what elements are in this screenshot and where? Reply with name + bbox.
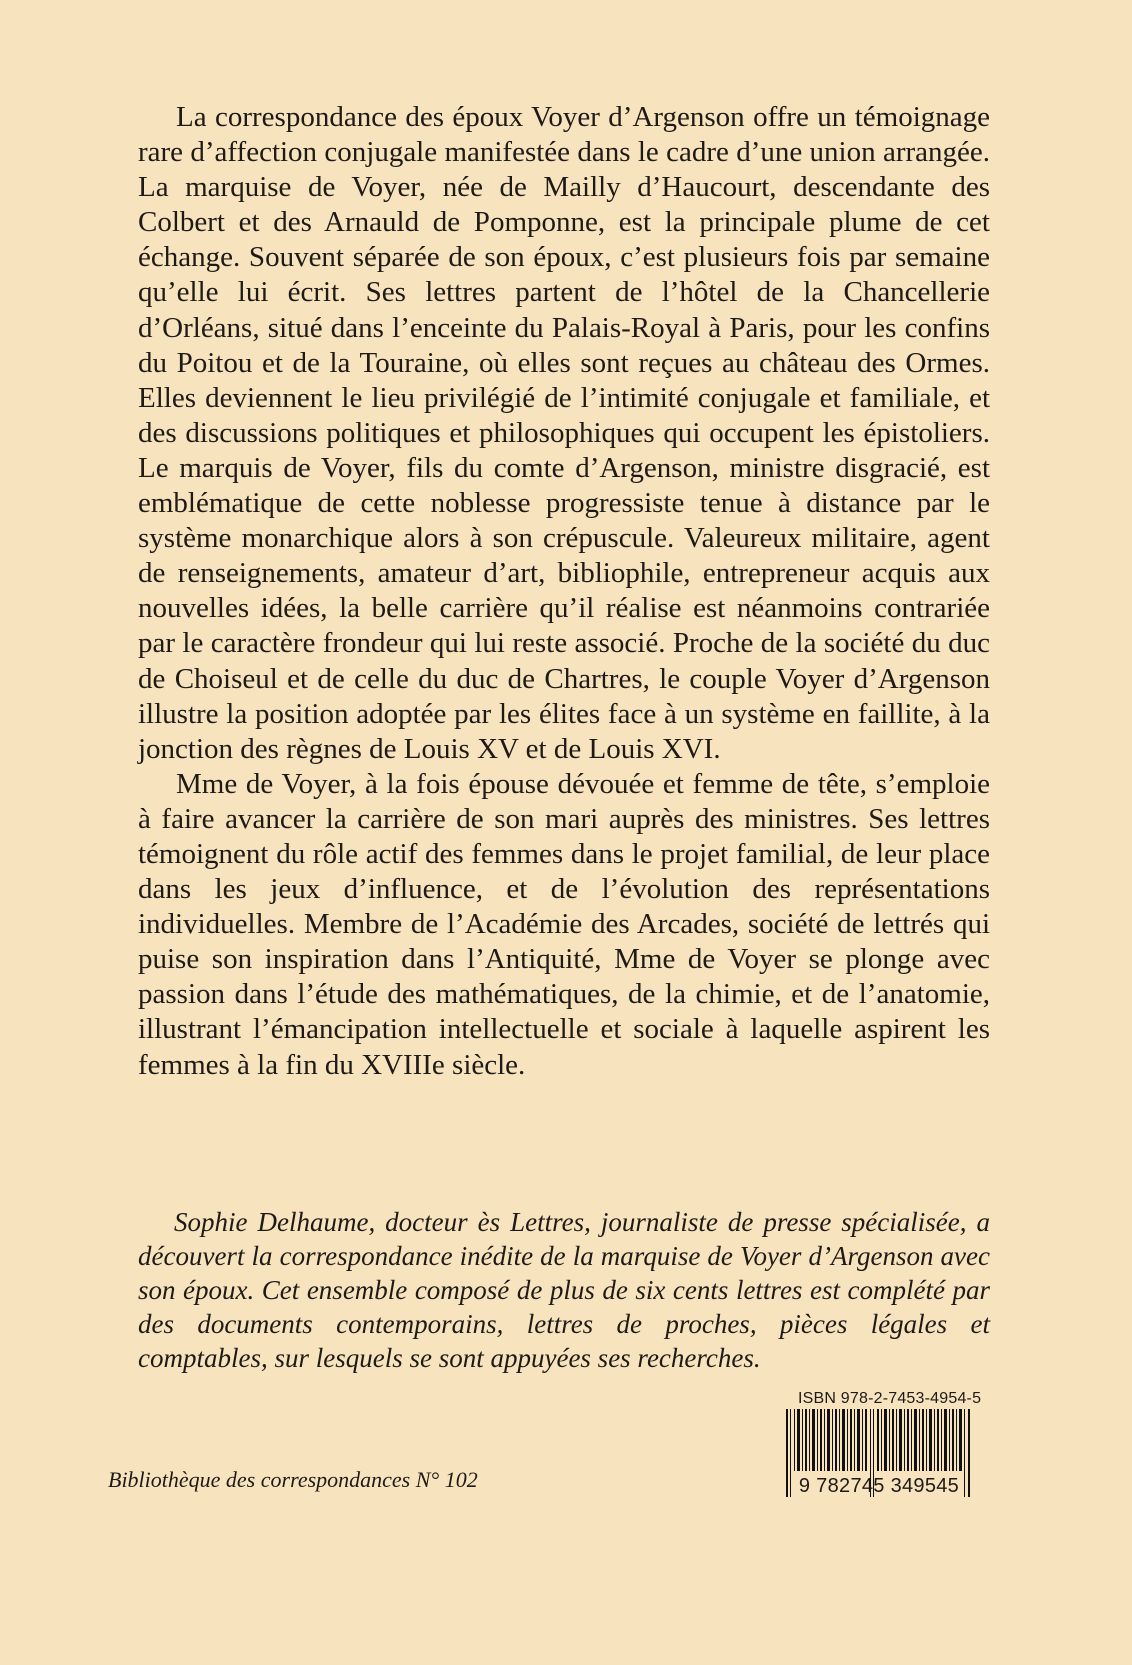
isbn-label: ISBN 978-2-7453-4954-5: [798, 1390, 982, 1407]
isbn-barcode: [778, 1409, 980, 1497]
summary-paragraph-1: La correspondance des époux Voyer d’Argenson offre un témoignage rare d’affection conjugale manifestée dans le cadre d’une union arrangée. La marquise de Voyer, née de Mailly d’Haucourt, descendante des Colbert et des Arnauld de Pomponne, est la principale plume de cet échange. Souvent séparée de son époux, c’est plusieurs fois par semaine qu’elle lui écrit. Ses lettres partent de l’hôtel de la Chancellerie d’Orléans, situé dans l’enceinte du Palais-Royal à Paris, pour les confins du Poitou et de la Touraine, où elles sont reçues au château des Ormes. Elles deviennent le lieu privilégié de l’intimité conjugale et familiale, et des discussions politiques et philosophiques qui occupent les épistoliers. Le marquis de Voyer, fils du comte d’Argenson, ministre disgracié, est emblématique de cette noblesse progressiste tenue à distance par le système monarchique alors à son crépuscule. Valeureux militaire, agent de renseignements, amateur d’art, bibliophile, entrepreneur acquis aux nouvelles idées, la belle carrière qu’il réalise est néanmoins contrariée par le caractère frondeur qui lui reste associé. Proche de la société du duc de Choiseul et de celle du duc de Chartres, le couple Voyer d’Argenson illustre la position adoptée par les élites face à un système en faillite, à la jonction des règnes de Louis XV et de Louis XVI.: [138, 101, 990, 765]
series-line: Bibliothèque des correspondances N° 102: [108, 1467, 478, 1492]
author-bio: [138, 1205, 990, 1375]
summary-paragraph-2: Mme de Voyer, à la fois épouse dévouée et femme de tête, s’emploie à faire avancer la carrière de son mari auprès des ministres. Ses lettres témoignent du rôle actif des femmes dans le projet familial, de leur place dans les jeux d’influence, et de l’évolution des représentations individuelles. Membre de l’Académie des Arcades, société de lettrés qui puise son inspiration dans l’Antiquité, Mme de Voyer se plonge avec passion dans l’étude des mathématiques, de la chimie, et de l’anatomie, illustrant l’émancipation intellectuelle et sociale à laquelle aspirent les femmes à la fin du XVIIIe siècle.: [138, 767, 990, 1081]
back-cover-summary: [138, 100, 990, 1083]
barcode-digits: 9 782745 349545: [798, 1475, 960, 1497]
author-bio-text: Sophie Delhaume, docteur ès Lettres, journaliste de presse spécialisée, a découvert la correspondance inédite de la marquise de Voyer d’Argenson avec son époux. Cet ensemble composé de plus de six cents lettres est complété par des documents contemporains, lettres de proches, pièces légales et comptables, sur lesquels se sont appuyées ses recherches.: [138, 1207, 990, 1373]
